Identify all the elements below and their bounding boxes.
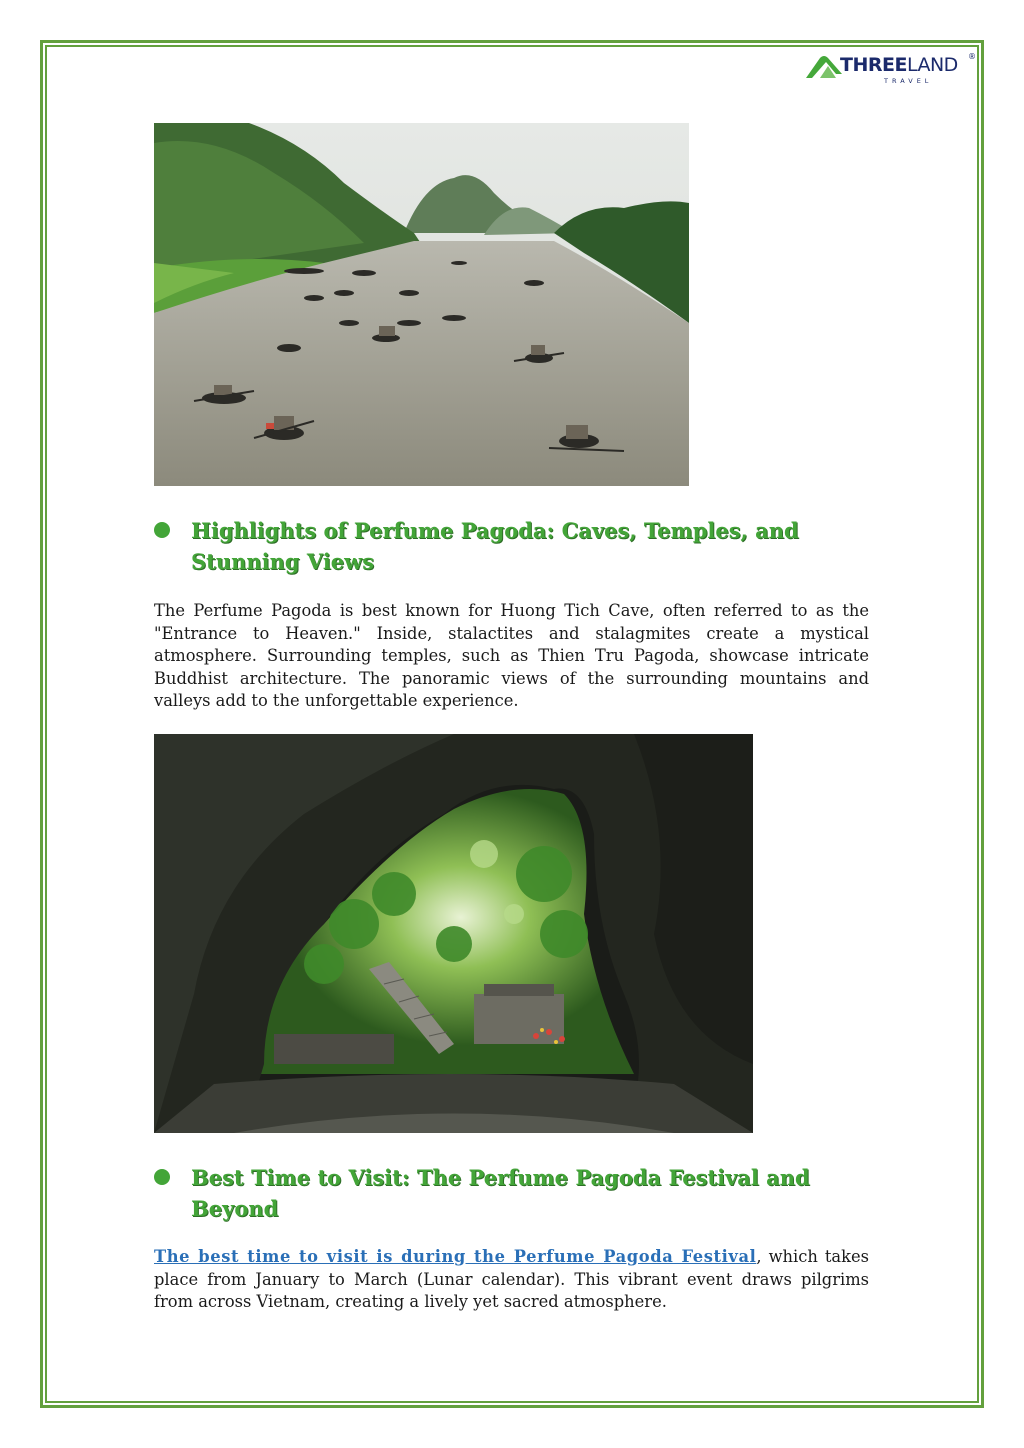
section-heading-highlights <box>154 515 869 577</box>
bullet-icon <box>154 1169 170 1185</box>
registered-mark: ® <box>968 52 976 61</box>
section-heading-text: Best Time to Visit: The Perfume Pagoda Festival and Beyond <box>191 1165 810 1221</box>
section-paragraph-best-time <box>154 1246 869 1314</box>
section-heading-best-time <box>154 1162 869 1224</box>
logo-brand-bold: THREE <box>840 54 907 76</box>
paragraph-continuation: , which takes place from January to March (Lunar calendar). This vibrant event draws pilgrims from across Vietnam, creating a lively yet sacred atmosphere. <box>154 1247 869 1311</box>
threeland-logo[interactable] <box>806 50 978 92</box>
logo-brand-light: LAND <box>906 54 958 76</box>
logo-tagline: TRAVEL <box>884 77 933 85</box>
section-heading-text: Highlights of Perfume Pagoda: Caves, Temples, and Stunning Views <box>191 518 799 574</box>
logo-wordmark <box>840 54 958 76</box>
festival-link[interactable]: The best time to visit is during the Perfume Pagoda Festival <box>154 1247 757 1266</box>
river-boats-photo <box>154 123 689 486</box>
bullet-icon <box>154 522 170 538</box>
section-paragraph-highlights: The Perfume Pagoda is best known for Huong Tich Cave, often referred to as the "Entrance to Heaven." Inside, stalactites and stalagmites create a mystical atmosphere. Surrounding temples, such as Thien Tru Pagoda, showcase intricate Buddhist architecture. The panoramic views of the surrounding mountains and valleys add to the unforgettable experience. <box>154 601 869 710</box>
cave-entrance-photo <box>154 734 753 1133</box>
